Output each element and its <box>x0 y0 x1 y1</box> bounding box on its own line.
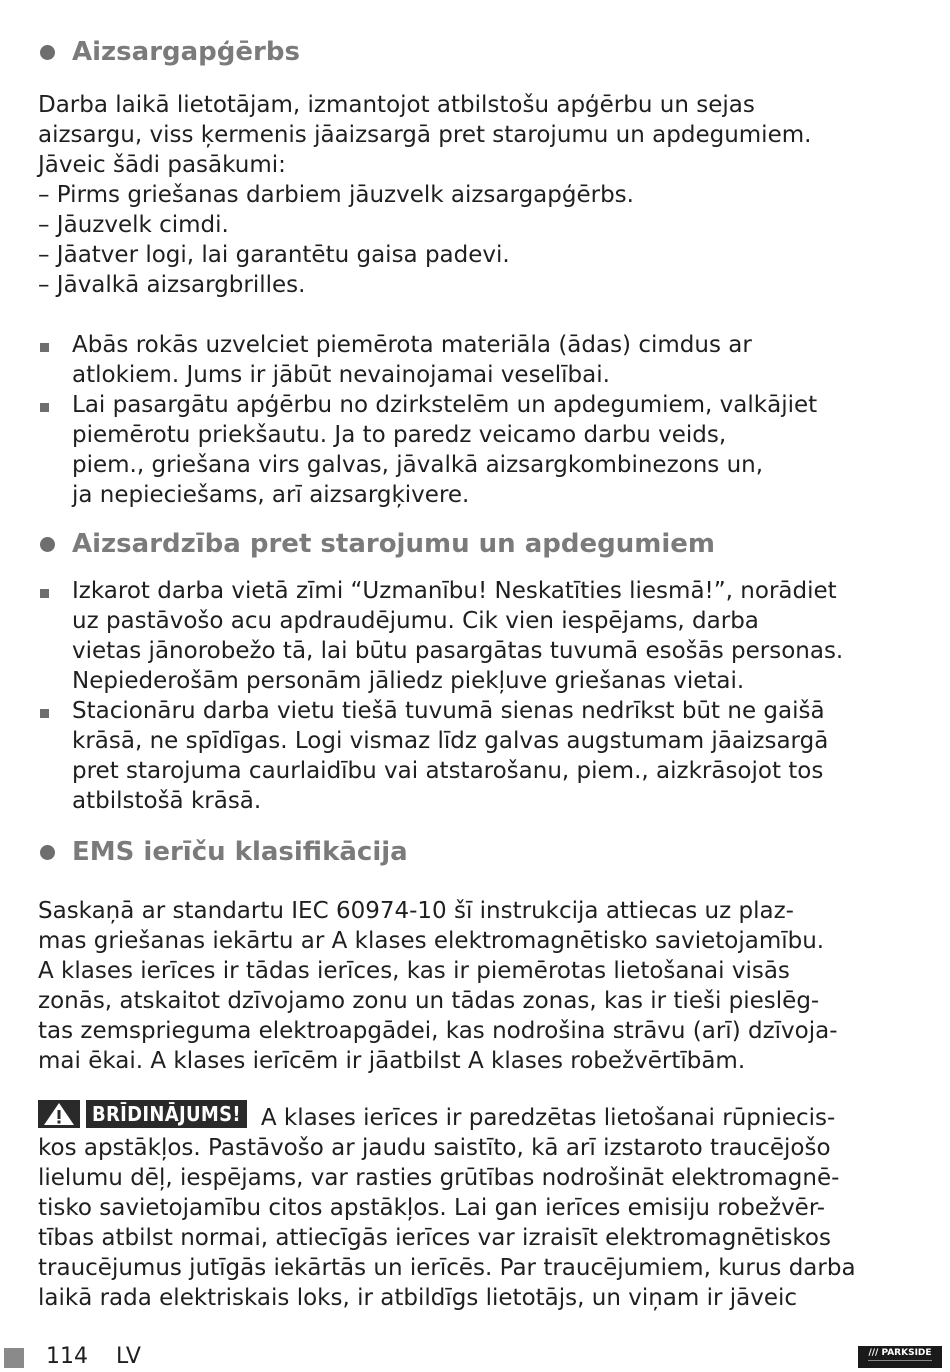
heading-text: Aizsardzība pret starojumu un apdegumiem <box>72 529 715 559</box>
text-line: – Pirms griešanas darbiem jāuzvelk aizsargapģērbs. <box>38 182 634 208</box>
text-line: piemērotu priekšautu. Ja to paredz veicamo darbu veids, <box>72 422 727 448</box>
brand-logo <box>858 1346 942 1368</box>
heading-bullet-icon <box>40 845 55 860</box>
bullet-item <box>38 390 908 510</box>
footer-marker-icon <box>4 1348 24 1368</box>
text-line: lielumu dēļ, iespējams, var rasties grūtības nodrošināt elektromagnē- <box>38 1165 840 1191</box>
text-line: Darba laikā lietotājam, izmantojot atbilstošu apģērbu un sejas <box>38 92 755 118</box>
heading-bullet-icon <box>40 45 55 60</box>
heading-text: Aizsargapģērbs <box>72 37 300 67</box>
section-heading <box>38 32 908 72</box>
ems-paragraph <box>38 896 908 1076</box>
square-bullet-icon <box>40 709 49 718</box>
text-line: Saskaņā ar standartu IEC 60974-10 šī instrukcija attiecas uz plaz- <box>38 898 794 924</box>
text-line: Jāveic šādi pasākumi: <box>38 152 286 178</box>
text-line: mai ēkai. A klases ierīcēm ir jāatbilst A klases robežvērtībām. <box>38 1048 746 1074</box>
intro-paragraph <box>38 90 908 300</box>
text-line: atbilstošā krāsā. <box>72 788 262 814</box>
text-line: Izkarot darba vietā zīmi “Uzmanību! Neskatīties liesmā!”, norādiet <box>72 578 837 604</box>
warning-triangle-icon <box>38 1100 80 1128</box>
section-heading <box>38 524 908 564</box>
text-line: Abās rokās uzvelciet piemērota materiāla (ādas) cimdus ar <box>72 332 752 358</box>
text-line: piem., griešana virs galvas, jāvalkā aizsargkombinezons un, <box>72 452 764 478</box>
text-line: mas griešanas iekārtu ar A klases elektromagnētisko savietojamību. <box>38 928 825 954</box>
text-line: kos apstākļos. Pastāvošo ar jaudu saistīto, kā arī izstaroto traucējošo <box>38 1135 831 1161</box>
page-content <box>38 32 908 1313</box>
text-line: tības atbilst normai, attiecīgās ierīces var izraisīt elektromagnētiskos <box>38 1225 831 1251</box>
square-bullet-icon <box>40 343 49 352</box>
warning-badge <box>38 1100 247 1128</box>
text-line: tisko savietojamību citos apstākļos. Lai gan ierīces emisiju robežvēr- <box>38 1195 826 1221</box>
language-code: LV <box>116 1344 141 1369</box>
heading-bullet-icon <box>40 537 55 552</box>
text-line: – Jāvalkā aizsargbrilles. <box>38 272 306 298</box>
text-line: – Jāatver logi, lai garantētu gaisa padevi. <box>38 242 510 268</box>
text-line: Stacionāru darba vietu tiešā tuvumā sienas nedrīkst būt ne gaišā <box>72 698 825 724</box>
text-line: traucējumus jutīgās iekārtās un ierīcēs. Par traucējumiem, kurus darba <box>38 1255 856 1281</box>
text-line: – Jāuzvelk cimdi. <box>38 212 229 238</box>
text-line: atlokiem. Jums ir jābūt nevainojamai veselībai. <box>72 362 610 388</box>
text-line: aizsargu, viss ķermenis jāaizsargā pret starojumu un apdegumiem. <box>38 122 812 148</box>
text-line: Nepiederošām personām jāliedz piekļuve griešanas vietai. <box>72 668 745 694</box>
warning-paragraph <box>38 1100 908 1313</box>
text-line: laikā rada elektriskais loks, ir atbildīgs lietotājs, un viņam ir jāveic <box>38 1285 798 1311</box>
heading-text: EMS ierīču klasifikācija <box>72 837 408 867</box>
page-footer <box>0 1342 950 1372</box>
text-line: vietas jānorobežo tā, lai būtu pasargātas tuvumā esošās personas. <box>72 638 844 664</box>
text-line: uz pastāvošo acu apdraudējumu. Cik vien iespējams, darba <box>72 608 759 634</box>
warning-label: BRĪDINĀJUMS! <box>86 1100 247 1128</box>
bullet-item <box>38 696 908 816</box>
bullet-item <box>38 330 908 390</box>
text-line: ja nepieciešams, arī aizsargķivere. <box>72 482 470 508</box>
brand-text: /// PARKSIDE <box>868 1348 932 1358</box>
square-bullet-icon <box>40 403 49 412</box>
square-bullet-icon <box>40 589 49 598</box>
text-line: pret starojuma caurlaidību vai atstarošanu, piem., aizkrāsojot tos <box>72 758 824 784</box>
text-line: zonās, atskaitot dzīvojamo zonu un tādas zonas, kas ir tieši pieslēg- <box>38 988 820 1014</box>
text-line: tas zemsprieguma elektroapgādei, kas nodrošina strāvu (arī) dzīvoja- <box>38 1018 838 1044</box>
text-line: Lai pasargātu apģērbu no dzirkstelēm un apdegumiem, valkājiet <box>72 392 818 418</box>
page-number: 114 <box>46 1344 88 1369</box>
warning-first-line <box>38 1100 908 1133</box>
bullet-item <box>38 576 908 696</box>
text-line: krāsā, ne spīdīgas. Logi vismaz līdz galvas augstumam jāaizsargā <box>72 728 829 754</box>
text-line: A klases ierīces ir paredzētas lietošanai rūpniecis- <box>260 1105 836 1131</box>
section-heading <box>38 832 908 872</box>
text-line: A klases ierīces ir tādas ierīces, kas ir piemērotas lietošanai visās <box>38 958 790 984</box>
